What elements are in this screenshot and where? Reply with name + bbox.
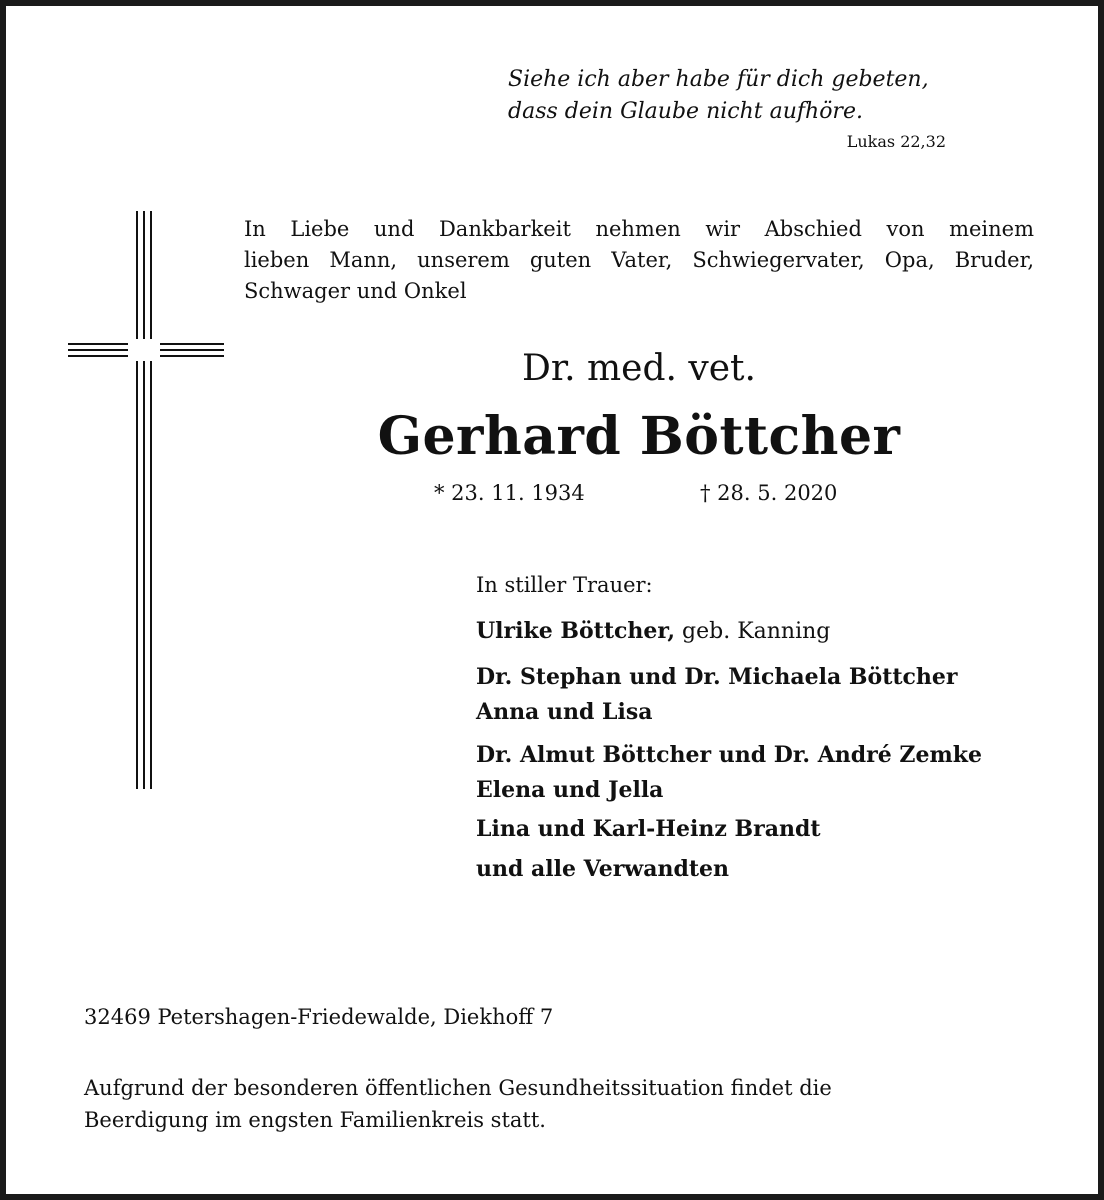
note-line: Aufgrund der besonderen öffentlichen Gesundheitssituation findet die (84, 1076, 832, 1100)
intro-text (244, 214, 1034, 307)
family-line: Dr. Almut Böttcher und Dr. André Zemke (476, 742, 982, 768)
mourners-label: In stiller Trauer: (476, 573, 653, 597)
death-date: † 28. 5. 2020 (700, 481, 838, 505)
mourner-family-3 (476, 812, 1056, 847)
cross-icon (66, 211, 226, 791)
mourner-wife (476, 614, 1056, 649)
birth-date: * 23. 11. 1934 (434, 481, 585, 505)
verse-reference: Lukas 22,32 (846, 132, 946, 151)
wife-maiden-name: geb. Kanning (675, 619, 831, 644)
mourner-family-1 (476, 660, 1056, 730)
mourner-family-2 (476, 738, 1056, 808)
academic-title: Dr. med. vet. (522, 348, 756, 389)
verse-line: Siehe ich aber habe für dich gebeten, (508, 67, 929, 92)
address: 32469 Petershagen-Friedewalde, Diekhoff 7 (84, 1005, 554, 1029)
intro-line: Schwager und Onkel (244, 279, 467, 303)
mourner-relatives (476, 852, 1056, 887)
intro-line: lieben Mann, unserem guten Vater, Schwiegervater, Opa, Bruder, (244, 248, 1034, 272)
bible-verse (508, 64, 948, 128)
relatives-line: und alle Verwandten (476, 856, 730, 882)
deceased-name: Gerhard Böttcher (377, 406, 901, 467)
note-line: Beerdigung im engsten Familienkreis statt. (84, 1108, 546, 1132)
funeral-note (84, 1072, 964, 1136)
family-line: Lina und Karl-Heinz Brandt (476, 816, 821, 842)
intro-line: In Liebe und Dankbarkeit nehmen wir Abschied von meinem (244, 217, 1034, 241)
family-line: Dr. Stephan und Dr. Michaela Böttcher (476, 664, 958, 690)
verse-line: dass dein Glaube nicht aufhöre. (508, 99, 863, 124)
family-line: Anna und Lisa (476, 699, 653, 725)
wife-name: Ulrike Böttcher, (476, 618, 676, 644)
family-line: Elena und Jella (476, 777, 664, 803)
